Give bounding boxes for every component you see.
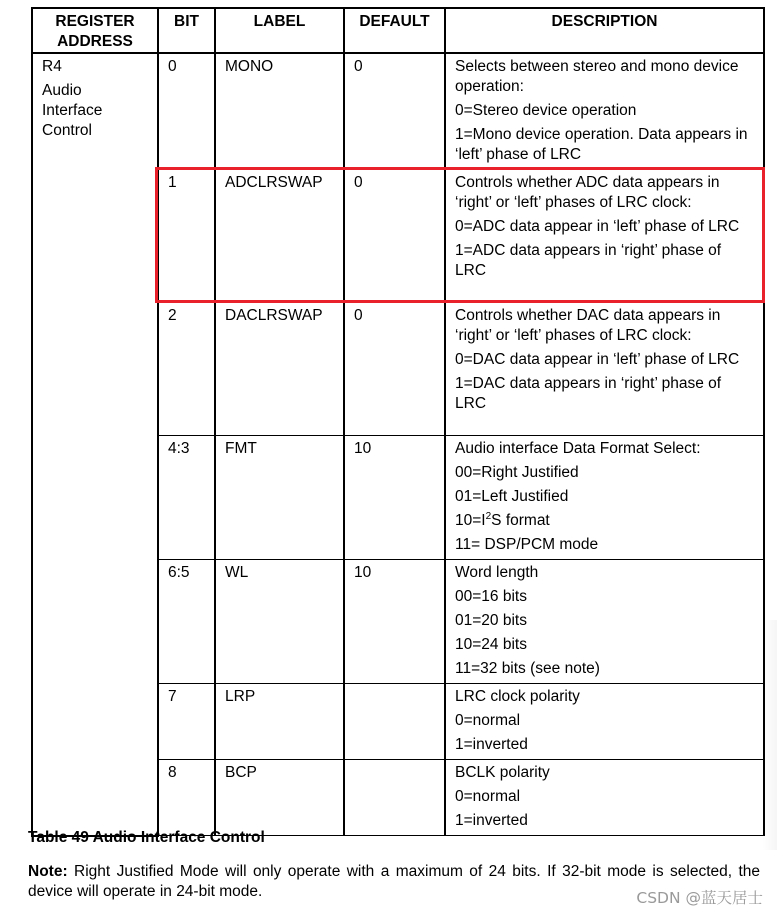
label-cell: WL [215, 560, 344, 684]
description-cell [445, 560, 764, 684]
description-line: 1=inverted [455, 736, 528, 753]
description-line: 0=normal [455, 712, 521, 729]
header-register-address: REGISTER ADDRESS [32, 8, 158, 53]
table-header-row [32, 8, 764, 53]
description-line: 10=24 bits [455, 636, 527, 653]
label-cell: FMT [215, 436, 344, 560]
label-cell: LRP [215, 684, 344, 760]
description-line: 0=DAC data appear in ‘left’ phase of LRC [455, 351, 740, 368]
description-line-i2s [455, 511, 754, 531]
header-description: DESCRIPTION [445, 8, 764, 53]
description-line: 00=16 bits [455, 588, 527, 605]
description-line: 1=ADC data appears in ‘right’ phase of LRC [455, 242, 722, 279]
default-cell: 0 [344, 170, 445, 303]
description-line: 01=20 bits [455, 612, 527, 629]
header-label: LABEL [215, 8, 344, 53]
table-caption: Table 49 Audio Interface Control [28, 829, 265, 846]
description-line: Audio interface Data Format Select: [455, 440, 701, 457]
description-cell [445, 436, 764, 560]
description-cell [445, 760, 764, 836]
default-cell [344, 684, 445, 760]
bit-cell: 4:3 [158, 436, 215, 560]
bit-cell: 8 [158, 760, 215, 836]
description-line: 11= DSP/PCM mode [455, 536, 599, 553]
default-cell [344, 760, 445, 836]
i2s-suffix: S format [491, 512, 550, 529]
register-address: R4 [42, 58, 62, 75]
description-line: Controls whether DAC data appears in ‘right’ or ‘left’ phases of LRC clock: [455, 307, 721, 344]
bit-cell: 1 [158, 170, 215, 303]
default-cell: 0 [344, 303, 445, 436]
description-cell [445, 303, 764, 436]
register-table [31, 7, 765, 837]
register-address-cell [32, 53, 158, 836]
description-line: 0=Stereo device operation [455, 102, 637, 119]
bit-cell: 7 [158, 684, 215, 760]
description-cell [445, 684, 764, 760]
i2s-superscript: 2 [485, 511, 492, 522]
description-line: 01=Left Justified [455, 488, 569, 505]
description-line: 00=Right Justified [455, 464, 579, 481]
description-line: LRC clock polarity [455, 688, 580, 705]
default-cell: 10 [344, 436, 445, 560]
note-text: Right Justified Mode will only operate with a maximum of 24 bits. If 32-bit mode is selected, the device will operate in 24-bit mode. [28, 863, 760, 900]
description-line: Word length [455, 564, 539, 581]
default-cell: 0 [344, 53, 445, 170]
label-cell: BCP [215, 760, 344, 836]
description-line: 11=32 bits (see note) [455, 660, 600, 677]
description-line: 1=inverted [455, 812, 528, 829]
page-edge-shadow [762, 620, 777, 850]
label-cell: ADCLRSWAP [215, 170, 344, 303]
register-name-line: Control [42, 122, 92, 139]
bit-cell: 6:5 [158, 560, 215, 684]
description-cell [445, 170, 764, 303]
description-line: Selects between stereo and mono device operation: [455, 58, 739, 95]
description-line: 0=normal [455, 788, 521, 805]
bit-cell: 0 [158, 53, 215, 170]
label-cell: DACLRSWAP [215, 303, 344, 436]
description-line: 0=ADC data appear in ‘left’ phase of LRC [455, 218, 740, 235]
register-name-line: Interface [42, 102, 103, 119]
i2s-prefix: 10=I [455, 512, 486, 529]
table-row [32, 53, 764, 170]
default-cell: 10 [344, 560, 445, 684]
description-line: 1=Mono device operation. Data appears in ‘left’ phase of LRC [455, 126, 748, 163]
label-cell: MONO [215, 53, 344, 170]
watermark: CSDN @蓝天居士 [636, 889, 763, 907]
header-bit: BIT [158, 8, 215, 53]
description-line: 1=DAC data appears in ‘right’ phase of LRC [455, 375, 722, 412]
note-label: Note: [28, 863, 68, 880]
description-cell [445, 53, 764, 170]
bit-cell: 2 [158, 303, 215, 436]
header-default: DEFAULT [344, 8, 445, 53]
description-line: BCLK polarity [455, 764, 550, 781]
register-name-line: Audio [42, 82, 82, 99]
description-line: Controls whether ADC data appears in ‘right’ or ‘left’ phases of LRC clock: [455, 174, 720, 211]
